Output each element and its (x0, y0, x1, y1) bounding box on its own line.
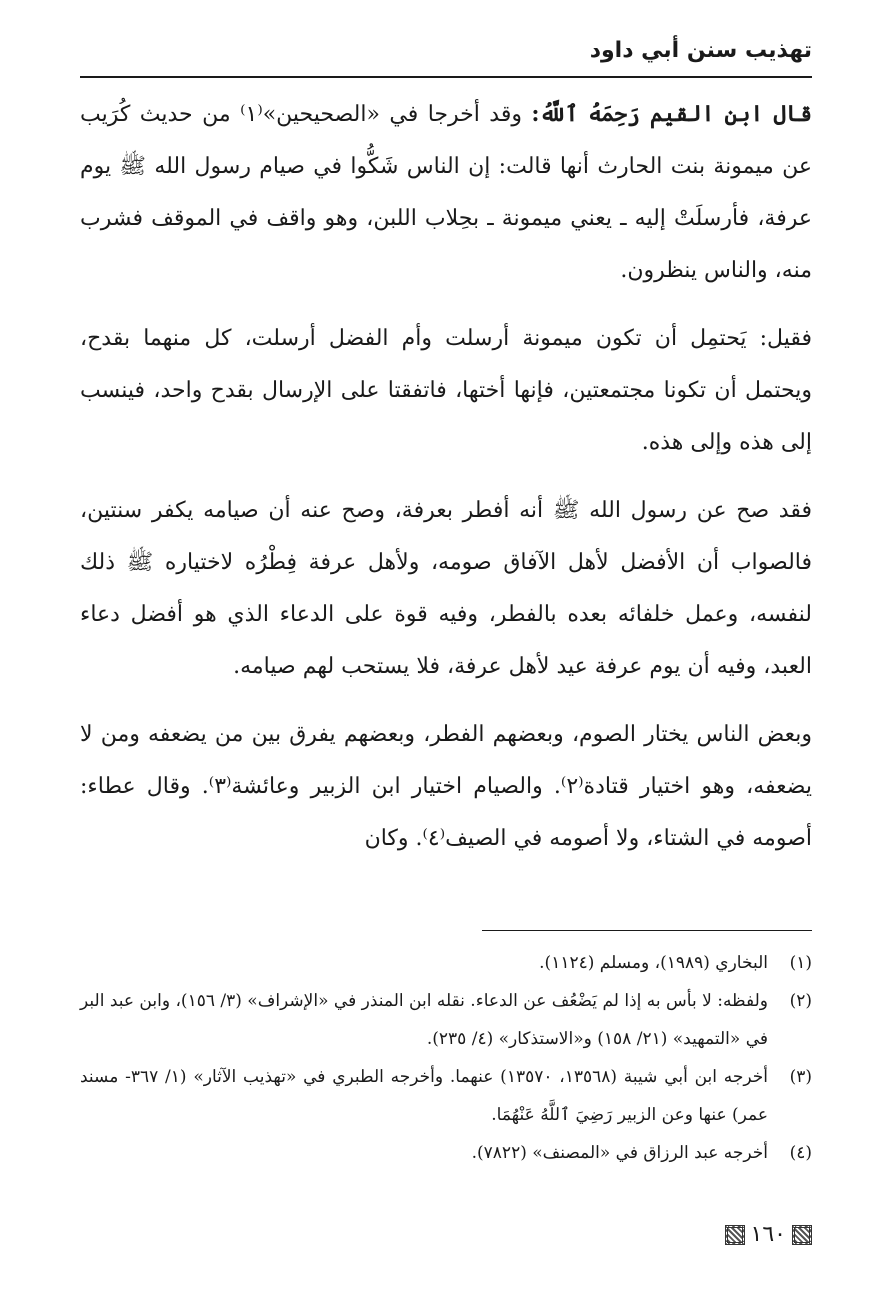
footnote (80, 944, 812, 982)
footnote-text: ولفظه: لا بأس به إذا لم يَضْعُف عن الدعاء. نقله ابن المنذر في «الإشراف» (٣/ ١٥٦)، وابن عبد البر في «التمهيد» (٢١/ ١٥٨) و«الاستذكار» (٤/ ٢٣٥). (80, 991, 768, 1049)
footnote-text: البخاري (١٩٨٩)، ومسلم (١١٢٤). (539, 953, 768, 973)
footnote-text: أخرجه عبد الرزاق في «المصنف» (٧٨٢٢). (471, 1143, 768, 1163)
page-number (725, 1222, 812, 1247)
page-number-text: ١٦٠ (750, 1222, 786, 1247)
paragraph-text: فقد صح عن رسول الله ﷺ أنه أفطر بعرفة، وصح عنه أن صيامه يكفر سنتين، فالصواب أن الأفضل لأهل الآفاق صومه، ولأهل عرفة فِطْرُه لاختياره ﷺ ذلك لنفسه، وعمل خلفائه بعده بالفطر، وفيه قوة على الدعاء الذي هو أفضل دعاء العبد، وفيه أن يوم عرفة عيد لأهل عرفة، فلا يستحب لهم صيامه. (80, 498, 812, 679)
footnote-text: أخرجه ابن أبي شيبة (١٣٥٦٨، ١٣٥٧٠) عنهما. وأخرجه الطبري في «تهذيب الآثار» (١/ ٣٦٧- مسند عمر) عنها وعن الزبير رَضِيَ ٱللَّهُ عَنْهُمَا. (80, 1067, 769, 1125)
paragraph (80, 709, 812, 865)
footnote-number: (٣) (789, 1067, 812, 1087)
footnote-divider (482, 930, 812, 931)
footnote (80, 982, 812, 1058)
paragraph-text: فقيل: يَحتمِل أن تكون ميمونة أرسلت وأم الفضل أرسلت، كل منهما بقدح، ويحتمل أن تكونا مجتمعتين، فإنها أختها، فاتفقتا على الإرسال بقدح واحد، فينسب إلى هذه وإلى هذه. (80, 326, 812, 455)
ornament-icon (725, 1225, 745, 1245)
running-header-title: تهذيب سنن أبي داود (589, 38, 812, 63)
paragraph-text: وقد أخرجا في «الصحيحين»⁽١⁾ من حديث كُرَيب عن ميمونة بنت الحارث أنها قالت: إن الناس شَكُّوا في صيام رسول الله ﷺ يوم عرفة، فأرسلَتْ إليه ـ يعني ميمونة ـ بحِلاب اللبن، وهو واقف في الموقف فشرب منه، والناس ينظرون. (80, 102, 812, 283)
header-divider (80, 76, 812, 78)
paragraph (80, 88, 812, 297)
footnotes (80, 944, 812, 1172)
footnote (80, 1134, 812, 1172)
paragraph-text: وبعض الناس يختار الصوم، وبعضهم الفطر، وبعضهم يفرق بين من يضعفه ومن لا يضعفه، وهو اختيار قتادة⁽٢⁾. والصيام اختيار ابن الزبير وعائشة⁽٣⁾. وقال عطاء: أصومه في الشتاء، ولا أصومه في الصيف⁽٤⁾. وكان (80, 722, 812, 851)
paragraph (80, 485, 812, 693)
footnote-number: (٤) (789, 1143, 812, 1163)
ornament-icon (792, 1225, 812, 1245)
speaker-lead: قال ابن القيم رَحِمَهُ ٱللَّهُ: (531, 101, 813, 127)
footnote-number: (١) (789, 953, 812, 973)
main-text (80, 88, 812, 881)
paragraph (80, 313, 812, 469)
footnote (80, 1058, 812, 1134)
footnote-number: (٢) (789, 991, 812, 1011)
